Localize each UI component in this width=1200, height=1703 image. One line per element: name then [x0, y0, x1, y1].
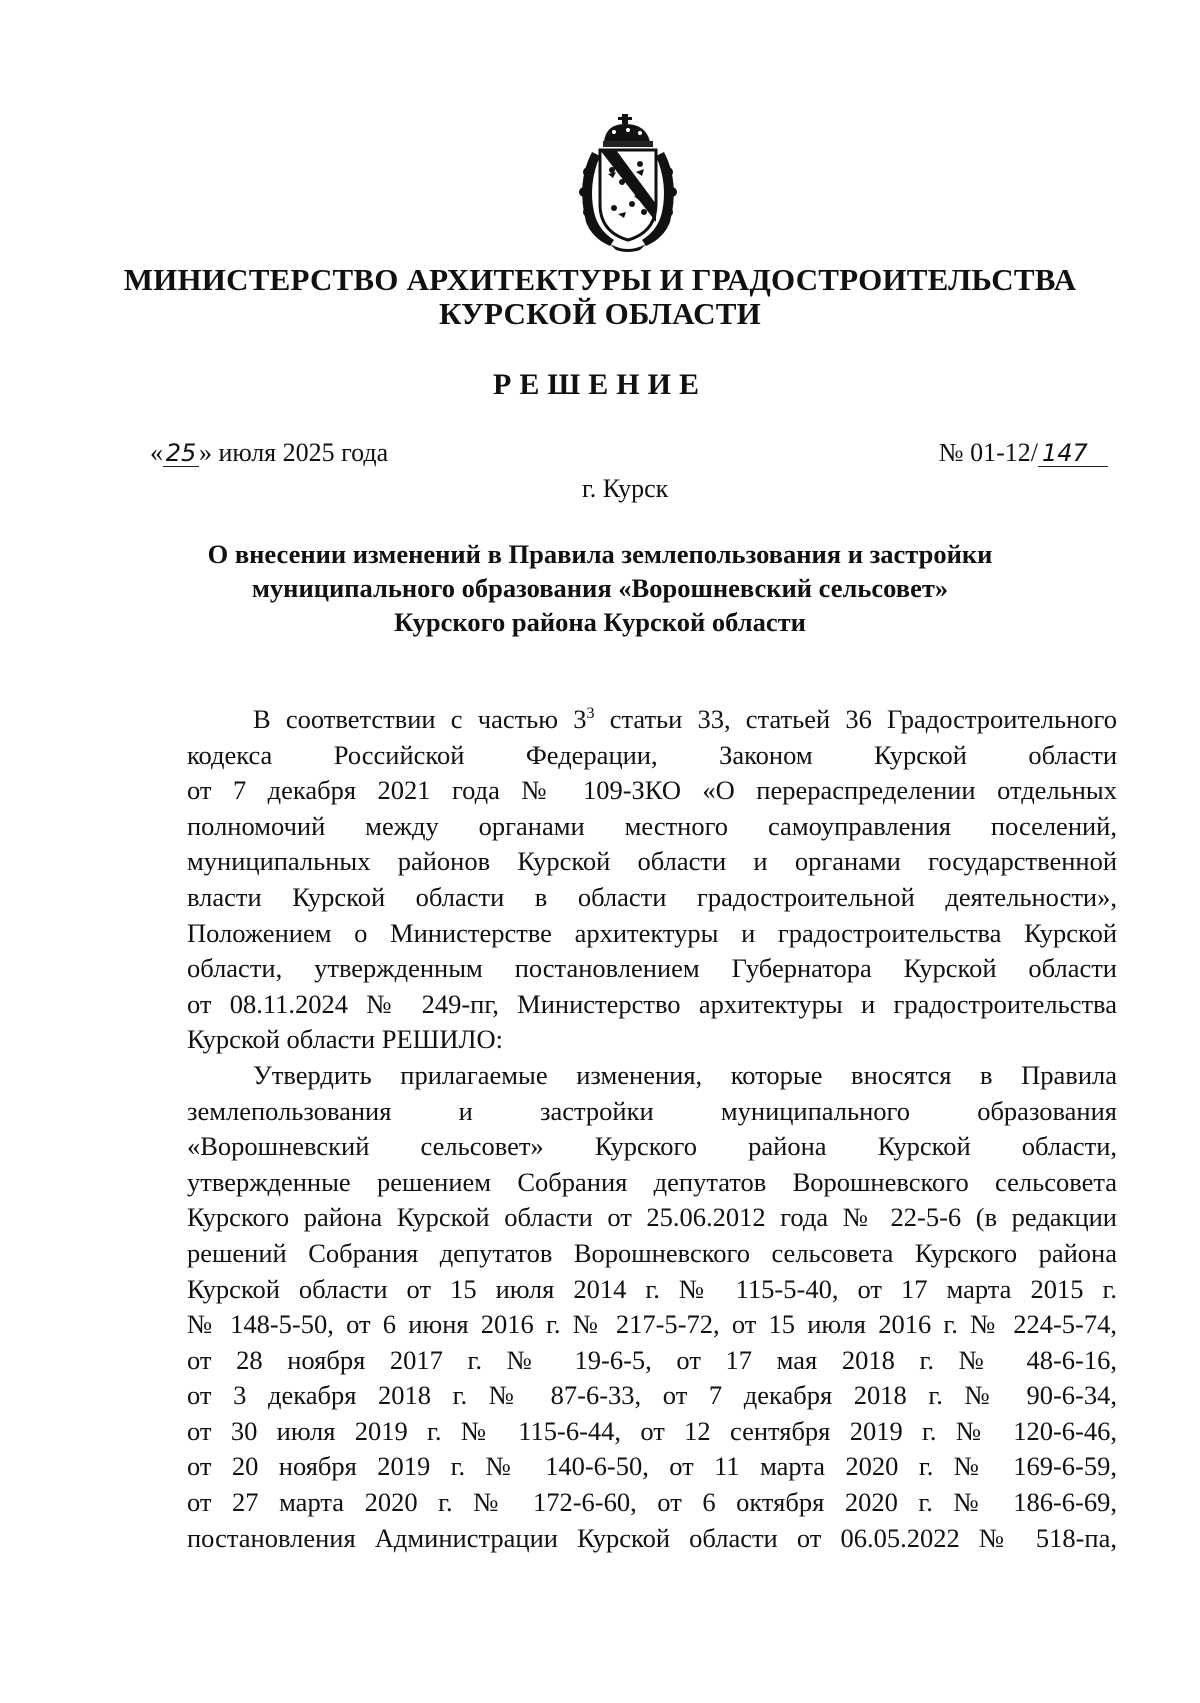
shield-icon — [600, 150, 656, 240]
body-text: статьи 33, статьей 36 Градостроительного — [594, 704, 1117, 734]
document-subject — [140, 537, 1060, 639]
subject-line: Курского района Курской области — [394, 607, 806, 637]
document-body — [187, 702, 1117, 1556]
number-prefix: № 01-12/ — [938, 438, 1038, 467]
superscript: 3 — [586, 705, 595, 722]
document-date — [150, 438, 388, 468]
date-month-year: » июля 2025 года — [199, 438, 389, 467]
number-handwritten: 147 — [1038, 440, 1108, 467]
body-line: от 28 ноября 2017 г. № 19-6-5, от 17 мая 2018 г. № 48-6-16, — [187, 1344, 1117, 1375]
body-line: Курской области РЕШИЛО: — [187, 1024, 504, 1055]
document-type-title: РЕШЕНИЕ — [493, 368, 707, 401]
body-line: от 7 декабря 2021 года № 109-ЗКО «О перераспределении отдельных — [187, 775, 1117, 806]
body-line: «Ворошневский сельсовет» Курского района Курской области, — [187, 1131, 1117, 1162]
body-line: постановления Администрации Курской области от 06.05.2022 № 518-па, — [187, 1522, 1117, 1553]
date-day-handwritten: 25 — [163, 440, 199, 467]
body-line: Курской области от 15 июля 2014 г. № 115-5-40, от 17 марта 2015 г. — [187, 1273, 1117, 1304]
crown-icon — [603, 114, 653, 147]
date-open-quote: « — [150, 438, 163, 467]
body-line: власти Курской области в области градостроительной деятельности», — [187, 881, 1117, 912]
body-line: утвержденные решением Собрания депутатов Ворошневского сельсовета — [187, 1166, 1117, 1197]
body-line: полномочий между органами местного самоуправления поселений, — [187, 810, 1117, 841]
body-line: Курского района Курской области от 25.06.2012 года № 22-5-6 (в редакции — [187, 1202, 1117, 1233]
body-line: области, утвержденным постановлением Губернатора Курской области — [187, 953, 1117, 984]
body-line — [187, 702, 1117, 738]
body-line: муниципальных районов Курской области и органами государственной — [187, 846, 1117, 877]
body-line: от 3 декабря 2018 г. № 87-6-33, от 7 декабря 2018 г. № 90-6-34, — [187, 1380, 1117, 1411]
body-line: от 08.11.2024 № 249-пг, Министерство архитектуры и градостроительства — [187, 988, 1117, 1019]
body-line: от 20 ноября 2019 г. № 140-6-50, от 11 марта 2020 г. № 169-6-59, — [187, 1451, 1117, 1482]
ministry-name-line2: КУРСКОЙ ОБЛАСТИ — [439, 296, 761, 331]
body-line: землепользования и застройки муниципального образования — [187, 1095, 1117, 1126]
body-line: от 27 марта 2020 г. № 172-6-60, от 6 октября 2020 г. № 186-6-69, — [187, 1487, 1117, 1518]
body-line: № 148-5-50, от 6 июня 2016 г. № 217-5-72, от 15 июля 2016 г. № 224-5-74, — [187, 1309, 1117, 1340]
body-line: решений Собрания депутатов Ворошневского сельсовета Курского района — [187, 1237, 1117, 1268]
subject-line: муниципального образования «Ворошневский сельсовет» — [251, 573, 949, 603]
body-line: Утвердить прилагаемые изменения, которые вносятся в Правила — [253, 1059, 1117, 1090]
body-line: Положением о Министерстве архитектуры и градостроительства Курской — [187, 917, 1117, 948]
subject-line: О внесении изменений в Правила землепользования и застройки — [207, 539, 993, 569]
body-line: кодекса Российской Федерации, Законом Курской области — [187, 739, 1117, 770]
document-number — [939, 438, 1108, 468]
coat-of-arms-emblem — [570, 112, 686, 254]
body-text: В соответствии с частью 3 — [253, 704, 587, 734]
ministry-name-line1: МИНИСТЕРСТВО АРХИТЕКТУРЫ И ГРАДОСТРОИТЕЛЬСТВА — [123, 262, 1077, 297]
body-line: от 30 июля 2019 г. № 115-6-44, от 12 сентября 2019 г. № 120-6-46, — [187, 1415, 1117, 1446]
document-city: г. Курск — [582, 474, 669, 503]
